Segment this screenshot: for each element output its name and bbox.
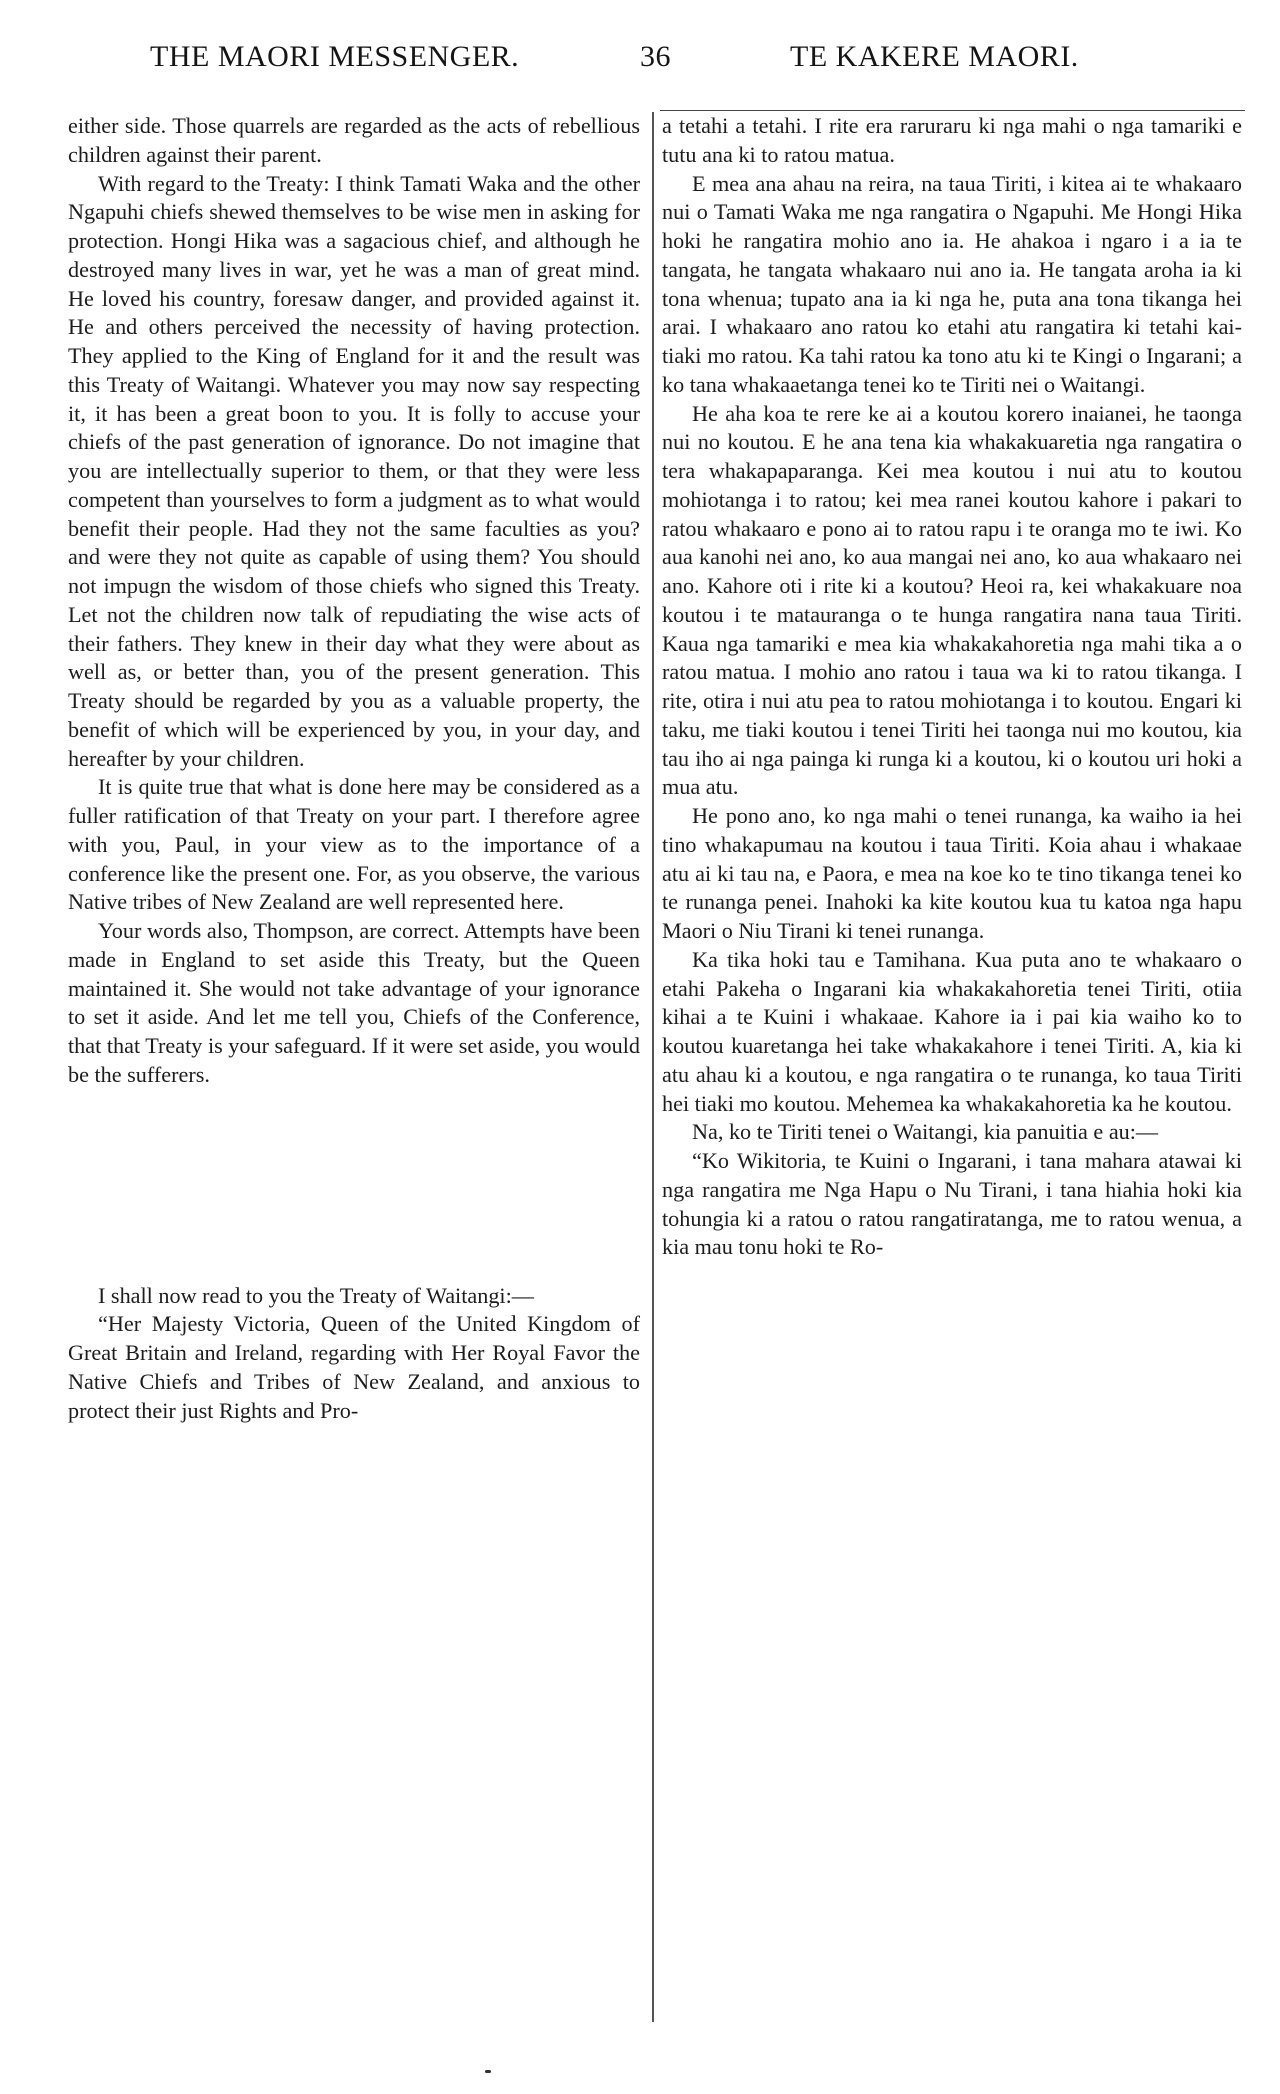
maori-column bbox=[662, 112, 1242, 1262]
page-header bbox=[150, 40, 1140, 80]
header-rule bbox=[660, 110, 1245, 111]
english-title: THE MAORI MESSENGER. bbox=[150, 40, 520, 73]
english-paragraph-6: “Her Majesty Victoria, Queen of the United Kingdom of Great Britain and Ireland, regarding with Her Royal Favor the Native Chiefs and Tribes of New Zealand, and anxious to protect their just Rights and Pro- bbox=[68, 1311, 640, 1423]
english-paragraph-4: Your words also, Thompson, are correct. Attempts have been made in England to set aside this Treaty, but the Queen maintained it. She would not take advantage of your ignorance to set it aside. And let me tell you, Chiefs of the Conference, that that Treaty is your safeguard. If it were set aside, you would be the sufferers. bbox=[68, 918, 640, 1087]
maori-paragraph-6: Na, ko te Tiriti tenei o Waitangi, kia panuitia e au:— bbox=[692, 1119, 1159, 1145]
english-paragraph-3: It is quite true that what is done here may be considered as a fuller ratification of that Treaty on your part. I therefore agree with you, Paul, in your view as to the importance of a conference like the present one. For, as you observe, the various Native tribes of New Zealand are well represented here. bbox=[68, 774, 640, 915]
maori-paragraph-1: a tetahi a tetahi. I rite era raruraru ki nga mahi o nga tamariki e tutu ana ki to ratou matua. bbox=[662, 113, 1242, 167]
english-paragraph-5: I shall now read to you the Treaty of Waitangi:— bbox=[98, 1282, 534, 1308]
maori-paragraph-3: He aha koa te rere ke ai a koutou korero inaianei, he taonga nui no koutou. E he ana tena kia whakakuaretia nga rangatira o tera whakapaparanga. Kei mea koutou i nui atu to koutou mohiotanga i to ratou; kei mea ranei koutou kahore i pakari to ratou whakaaro e pono ai to ratou rapu i te oranga mo te iwi. Ko aua kanohi nei ano, ko aua mangai nei ano, ko aua whakaaro nei ano. Kahore oti i rite ki a koutou? Heoi ra, kei whakakuare noa koutou i te matauranga o te hunga rangatira nana taua Tiriti. Kaua nga tamariki e mea kia whakakahoretia nga mahi tika a o ratou matua. I mohio ano ratou i taua wa ki to ratou tikanga. I rite, otira i nui atu pea to ratou mohiotanga i to koutou. Engari ki taku, me tiaki koutou i tenei Tiriti hei taonga nui mo koutou, kia tau iho ai nga painga ki runga ki a koutou, ki o koutou uri hoki a mua atu. bbox=[662, 400, 1242, 800]
english-paragraph-2: With regard to the Treaty: I think Tamati Waka and the other Ngapuhi chiefs shewed themselves to be wise men in asking for protection. Hongi Hika was a sagacious chief, and although he destroyed many lives in war, yet he was a man of great mind. He loved his country, foresaw danger, and provided against it. He and others perceived the necessity of having protection. They applied to the King of England for it and the result was this Treaty of Waitangi. Whatever you may now say respecting it, it has been a great boon to you. It is folly to accuse your chiefs of the past generation of ignorance. Do not imagine that you are intellectually superior to them, or that they were less competent than yourselves to form a judgment as to what would benefit their people. Had they not the same faculties as you? and were they not quite as capable of using them? You should not impugn the wisdom of those chiefs who signed this Treaty. Let not the children now talk of repudiating the wise acts of their fathers. They knew in their day what they were about as well as, or better than, you of the present generation. This Treaty should be regarded by you as a valuable property, the benefit of which will be experienced by you, in your day, and hereafter by your children. bbox=[68, 170, 640, 771]
maori-title: TE KAKERE MAORI. bbox=[790, 40, 1079, 73]
print-mark bbox=[485, 2070, 491, 2073]
maori-paragraph-2: E mea ana ahau na reira, na taua Tiriti, i kitea ai te whakaaro nui o Tamati Waka me nga rangatira o Ngapuhi. Me Hongi Hika hoki he rangatira mohio ano ia. He ahakoa i ngaro i a ia te tangata, he tangata whakaaro nui ano ia. He tangata aroha ia ki tona whenua; tupato ana ia ki nga he, puta ana tona tikanga hei arai. I whakaaro ano ratou ko etahi atu rangatira ki tetahi kai-tiaki mo ratou. Ka tahi ratou ka tono atu ki te Kingi o Ingarani; a ko tana whakaaetanga tenei ko te Tiriti nei o Waitangi. bbox=[662, 170, 1242, 397]
maori-paragraph-5: Ka tika hoki tau e Tamihana. Kua puta ano te whakaaro o etahi Pakeha o Ingarani kia whakakahoretia tenei Tiriti, otiia kihai a te Kuini i whakaae. Kahore ia i pai kia waiho ko to koutou kuaretanga hei take whakakahore i tenei Tiriti. A, kia ki atu ahau ki a koutou, e nga rangatira o te runanga, ko taua Tiriti hei tiaki mo koutou. Mehemea ka whakakahoretia ka he koutou. bbox=[662, 946, 1242, 1116]
maori-paragraph-7: “Ko Wikitoria, te Kuini o Ingarani, i tana mahara atawai ki nga rangatira me Nga Hapu o Nu Tirani, i tana hiahia hoki kia tohungia ki a ratou o ratou rangatiratanga, me to ratou wenua, a kia mau tonu hoki te Ro- bbox=[662, 1148, 1242, 1260]
english-paragraph-1: either side. Those quarrels are regarded as the acts of rebellious children against their parent. bbox=[68, 113, 640, 167]
maori-paragraph-4: He pono ano, ko nga mahi o tenei runanga, ka waiho ia hei tino whakapumau na koutou i taua Tiriti. Koia ahau i whakaae atu ai ki tau na, e Paora, e mea na koe ko te tino tikanga tenei ko te runanga penei. Inahoki ka kite koutou kua tu katoa nga hapu Maori o Niu Tirani ki tenei runanga. bbox=[662, 803, 1242, 943]
column-spacer bbox=[68, 1090, 640, 1282]
english-column bbox=[68, 112, 640, 1425]
column-divider bbox=[652, 112, 654, 2022]
page-number: 36 bbox=[640, 40, 671, 73]
